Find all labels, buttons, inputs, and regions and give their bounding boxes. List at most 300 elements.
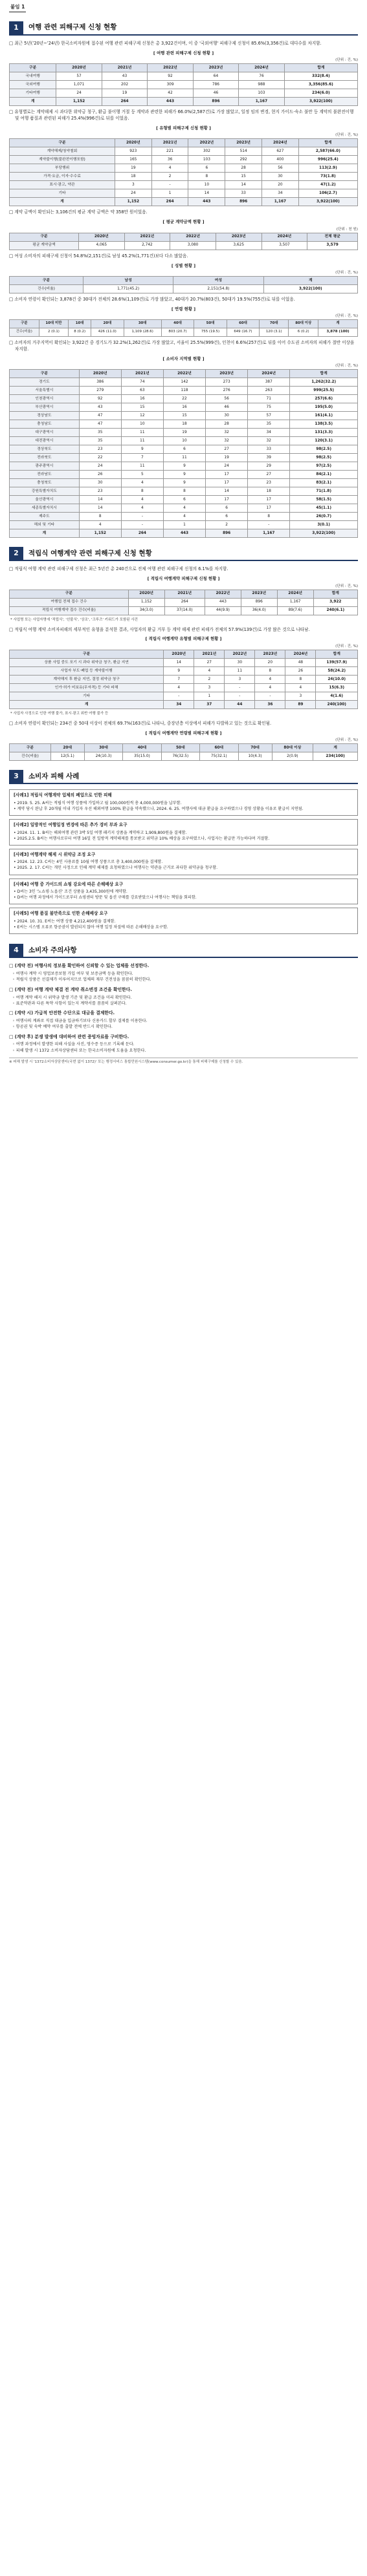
table-cell: 120(3.1)	[290, 437, 358, 445]
tip-list	[9, 963, 358, 1054]
row-label: 경상북도	[10, 445, 80, 454]
table-cell: 19	[206, 454, 248, 462]
table-cell: 33	[225, 189, 262, 198]
table-cell: 15	[225, 173, 262, 181]
s2-table3-title: [ 적립식 여행계약 연령별 피해구제 현황 ]	[145, 730, 222, 736]
column-header: 2022년	[170, 233, 216, 241]
column-header: 2024년	[261, 233, 307, 241]
table-cell: -	[225, 683, 255, 692]
table-cell: 195(5.0)	[290, 403, 358, 412]
column-header: 2023년	[193, 64, 238, 72]
section2-title: 적립식 여행계약 관련 피해구제 신청 현황	[28, 549, 152, 557]
table-cell: 1,262(32.2)	[290, 378, 358, 387]
table-cell: 386	[79, 378, 121, 387]
column-header: 2023년	[225, 139, 262, 147]
table-cell: 755 (19.5)	[194, 328, 227, 337]
section2-header	[9, 547, 358, 561]
section2-para1: □ 적립식 여행 계약 관련 피해구제 신청은 최근 5년간 총 240건으로 전체 여행 관련 피해구제 신청의 6.1%를 차지함.	[9, 566, 228, 572]
installment-claims-table	[9, 590, 358, 615]
row-label: 부산광역시	[10, 403, 80, 412]
table-cell: 8 (0.2)	[69, 328, 91, 337]
table-cell: 46	[206, 403, 248, 412]
tip-title: □ (계약 시) 가급적 안전한 수단으로 대금을 결제한다.	[9, 1010, 115, 1016]
case-title: [사례2] 일방적인 여행일정 변경에 따른 추가 경비 부과 요구	[14, 822, 128, 827]
table-cell: 45(1.1)	[290, 504, 358, 513]
row-label: 표시·광고, 약관	[10, 181, 115, 189]
table-row	[10, 487, 358, 496]
table-cell: 10	[121, 420, 163, 429]
row-label: 건수(비율)	[10, 328, 39, 337]
table-cell: -	[164, 692, 194, 700]
column-header: 70대	[238, 744, 272, 752]
row-label: 계약해제/청약철회	[10, 147, 115, 156]
table-cell: 3,507	[261, 241, 307, 250]
table-cell: 1,152	[115, 198, 151, 206]
row-label: 대전광역시	[10, 437, 80, 445]
table-cell: 996(25.4)	[298, 156, 357, 164]
attachment-label: 붙임 1	[9, 4, 26, 12]
table-cell: 8	[79, 513, 121, 521]
table-total-row	[10, 529, 358, 538]
column-header: 구분	[10, 590, 129, 598]
row-label: 기타여행	[10, 89, 56, 98]
table-row	[10, 675, 358, 683]
table-cell: 34(3.0)	[128, 606, 164, 615]
table-cell: 30	[206, 412, 248, 420]
table-cell: 24	[115, 189, 151, 198]
table-cell: 56	[262, 164, 299, 173]
row-label: 대구광역시	[10, 429, 80, 437]
table-cell: 35	[79, 437, 121, 445]
row-label: 서울특별시	[10, 387, 80, 395]
table-cell: 387	[248, 378, 290, 387]
table-row	[10, 521, 358, 529]
column-header: 구분	[10, 370, 80, 378]
table1-unit: (단위 : 건, %)	[335, 58, 358, 63]
table-cell: 264	[164, 598, 205, 606]
table-cell: 1,152	[128, 598, 164, 606]
table-cell: 309	[148, 81, 193, 89]
table-row	[10, 387, 358, 395]
table-cell: 234(100)	[313, 752, 358, 761]
table-cell: 4	[163, 513, 205, 521]
table-cell: 786	[193, 81, 238, 89]
table-cell: 276	[206, 387, 248, 395]
table-row	[10, 454, 358, 462]
tip-line: ◦ 여행 계약 해지 시 위약금 발생 기준 및 환급 조건을 미리 확인한다.	[12, 995, 132, 1000]
case-line: • 2024. 12. 23. C씨는 4인 사용료를 10월 여행 상품으로 총 3,400,000원을 결제함.	[14, 860, 163, 865]
case-line: • 계약 당시 완납 후 20개월 이내 가입자 우선 해외여행 100% 환급을 약속했으나, 2024. 6. 25. 여행사에 대금 환급을 요구하였으나 경영 상황을 이유로 환급이 지연됨.	[14, 806, 304, 811]
table-cell: 3,080	[170, 241, 216, 250]
table-cell: 12	[121, 412, 163, 420]
table-cell: 3,922	[313, 598, 357, 606]
table-cell: 999(25.5)	[290, 387, 358, 395]
row-label: 인천광역시	[10, 395, 80, 403]
row-label: 상품 사업 중도 포기 시 과다 위약금 청구, 환급 지연	[10, 658, 164, 666]
table-cell: 11	[121, 437, 163, 445]
region-table	[9, 369, 358, 538]
table-row	[10, 284, 358, 293]
row-label: 계	[10, 198, 115, 206]
row-label: 계약불이행(불완전이행포함)	[10, 156, 115, 164]
table-cell: 4	[255, 683, 285, 692]
table-cell: 4	[121, 496, 163, 504]
column-header: 합계	[316, 650, 358, 658]
table-cell: 4,065	[78, 241, 124, 250]
table-cell: 75	[248, 403, 290, 412]
table-cell: 17	[248, 504, 290, 513]
section4-title: 소비자 주의사항	[28, 946, 77, 954]
table-cell: 83(2.1)	[290, 479, 358, 487]
column-header: 구분	[10, 233, 79, 241]
tip-block	[9, 1010, 358, 1030]
section3-header	[9, 770, 358, 784]
case-line: • 2019. 5. 25. A씨는 적립식 여행 상품에 가입하고 월 100,000원씩 총 4,000,000원을 납부함.	[14, 800, 182, 805]
table-cell: 89(7.6)	[277, 606, 313, 615]
table-cell: 48	[285, 658, 316, 666]
table-cell: 28	[206, 420, 248, 429]
row-label: 계약해지 후 환급 지연, 결정 위약금 청구	[10, 675, 164, 683]
row-label: 인가·허가 미보유(무자격) 등 기타 피해	[10, 683, 164, 692]
table-cell: 202	[102, 81, 147, 89]
table-cell: 923	[115, 147, 151, 156]
table-cell: 2,587(66.0)	[298, 147, 357, 156]
table-cell: 26	[285, 666, 316, 675]
table-cell: 92	[79, 395, 121, 403]
table-row	[10, 420, 358, 429]
row-label: 경기도	[10, 378, 80, 387]
table-cell: 426 (11.0)	[91, 328, 124, 337]
table-cell: -	[151, 181, 188, 189]
table-cell: 4	[194, 666, 225, 675]
case-line: • 2025.2.5. B씨는 여행사로부터 여행 16일 전 일방적 계약해제를 통보받고 위약금 10% 배상을 요구하였으나, 사업자는 환급만 가능하다며 거절함.	[14, 836, 270, 841]
row-label: 국외여행	[10, 81, 56, 89]
table-cell: 103	[188, 156, 225, 164]
table4-title: [ 성별 현황 ]	[171, 262, 196, 268]
table-cell: 76(32.5)	[161, 752, 199, 761]
table-cell: 302	[188, 147, 225, 156]
table-row	[10, 479, 358, 487]
table-cell: -	[121, 521, 163, 529]
table-cell: 98(2.5)	[290, 445, 358, 454]
column-header: 2022년	[163, 370, 205, 378]
table-cell: 26(0.7)	[290, 513, 358, 521]
table-row	[10, 462, 358, 471]
table-cell: 2(0.9)	[272, 752, 313, 761]
table-cell: 3,922(100)	[263, 284, 357, 293]
column-header: 2021년	[124, 233, 170, 241]
table-cell: 221	[151, 147, 188, 156]
table-cell: 58(1.5)	[290, 496, 358, 504]
table-cell: 6	[188, 164, 225, 173]
column-header: 2024년	[277, 590, 313, 598]
table-cell: 56	[206, 395, 248, 403]
table2-title: [ 유형별 피해구제 신청 현황 ]	[156, 125, 211, 131]
tip-line: ◦ 여행사의 계좌로 직접 대금을 입금하기보다 신용카드 할부 결제를 이용한다.	[12, 1018, 148, 1023]
case-box	[9, 908, 358, 934]
table-cell: 30	[79, 479, 121, 487]
table-cell: 17	[206, 479, 248, 487]
table-cell: 18	[115, 173, 151, 181]
table-cell: 9	[163, 471, 205, 479]
section1-para4: □ 여성 소비자의 피해구제 신청이 54.8%(2,151건)로 남성 45.2%(1,771건)보다 다소 많았음.	[9, 253, 188, 259]
column-header: 2022년	[188, 139, 225, 147]
table-cell: 1,152	[56, 98, 102, 106]
table-row	[10, 683, 358, 692]
table-row	[10, 666, 358, 675]
table-cell: 47	[79, 412, 121, 420]
gender-table	[9, 276, 358, 293]
table-cell: 14	[206, 487, 248, 496]
column-header: 20대	[50, 744, 84, 752]
table-header-row	[10, 590, 358, 598]
table-cell: 12(5.1)	[50, 752, 84, 761]
table-cell: 2 (0.1)	[39, 328, 69, 337]
table-cell: 3(0.1)	[290, 521, 358, 529]
table-cell: 4	[285, 683, 316, 692]
column-header: 80대 이상	[289, 320, 318, 328]
table-header-row	[10, 276, 358, 284]
table-header-row	[10, 370, 358, 378]
row-label: 해외 및 기타	[10, 521, 80, 529]
column-header: 합계	[284, 64, 357, 72]
row-label: 가격·요금, 이자·수수료	[10, 173, 115, 181]
section2-para2: □ 적립식 여행 계약 소비자피해의 세부적인 유형을 분석한 결과, 사업자의 환급 거부 등 계약 해제 관련 피해가 전체의 57.9%(139건)로 가장 많은 것으로 나타남.	[9, 626, 310, 632]
row-label: 광주광역시	[10, 462, 80, 471]
table-cell: 24(10.0)	[316, 675, 358, 683]
column-header: 50대	[161, 744, 199, 752]
column-header: 10대	[69, 320, 91, 328]
column-header: 2022년	[148, 64, 193, 72]
column-header: 2024년	[239, 64, 284, 72]
row-label: 충청북도	[10, 479, 80, 487]
table-cell: 120 (3.1)	[260, 328, 289, 337]
table-cell: 19	[163, 429, 205, 437]
table-cell: 3,356(85.6)	[284, 81, 357, 89]
section1-number: 1	[9, 21, 23, 34]
table-cell: 8	[255, 666, 285, 675]
table-row	[10, 658, 358, 666]
table5-unit: (단위 : 건, %)	[335, 314, 358, 319]
table-cell: 240(6.1)	[313, 606, 357, 615]
table-cell: 1,167	[239, 98, 284, 106]
column-header: 구분	[10, 744, 51, 752]
table-cell: 47(1.2)	[298, 181, 357, 189]
table-cell: 20	[255, 658, 285, 666]
table-row	[10, 173, 358, 181]
table-cell: 57	[248, 412, 290, 420]
table-row	[10, 429, 358, 437]
table-cell: 37(14.0)	[164, 606, 205, 615]
table-cell: 6 (0.2)	[289, 328, 318, 337]
tip-line: ◦ 여행사 계약 시 영업보증보험 가입 여부 및 보증금액 등을 확인한다.	[12, 972, 133, 977]
row-label: 건수(비율)	[10, 752, 51, 761]
table-cell: 2	[151, 173, 188, 181]
table-cell: 23	[248, 479, 290, 487]
table-row	[10, 412, 358, 420]
table-cell: 44	[225, 700, 255, 708]
table-cell: 10	[188, 181, 225, 189]
section1-para2: □ 유형별로는 계약해제 시 과다한 위약금 청구, 환급 불이행 거절 등 계약과 관련한 피해가 66.0%(2,587건)로 가장 많았고, 일정 임의 변경, 현지 가이드·숙소 불만 등 계약의 불완전이행 및 여행 품질과 관련된 피해가 25.4%(996건)로 뒤를 이었음.	[9, 109, 354, 122]
table-cell: 1	[163, 521, 205, 529]
table-cell: 9	[121, 445, 163, 454]
table-cell: 1,071	[56, 81, 102, 89]
table-cell: 36(4.0)	[241, 606, 277, 615]
row-label: 계	[10, 700, 164, 708]
table-cell: 8	[188, 173, 225, 181]
tip-block	[9, 1034, 358, 1054]
table-cell: 42	[148, 89, 193, 98]
case-line: • D씨는 여행 과정에서 가이드로부터 쇼핑센터 방문 및 옵션 구매를 강요받았으나 여행사는 책임을 회피함.	[14, 895, 197, 900]
table-row	[10, 241, 358, 250]
table-header-row	[10, 233, 358, 241]
age-table	[9, 319, 358, 337]
row-label: 사업자 부도·폐업 등 계약불이행	[10, 666, 164, 675]
table-cell: 36	[151, 156, 188, 164]
column-header: 2021년	[194, 650, 225, 658]
s2-table1-title: [ 적립식 여행계약 피해구제 신청 현황 ]	[147, 576, 220, 582]
column-header: 60대	[200, 744, 238, 752]
table-row	[10, 328, 358, 337]
table-row	[10, 496, 358, 504]
table-row	[10, 692, 358, 700]
table-cell: 11	[121, 429, 163, 437]
table-cell: 27	[194, 658, 225, 666]
tip-line: ◦ 피해 발생 시 1372 소비자상담센터 또는 한국소비자원에 도움을 요청한다.	[12, 1048, 146, 1053]
table-cell: 1,167	[277, 598, 313, 606]
column-header: 계	[318, 320, 358, 328]
table-cell: 3,625	[216, 241, 261, 250]
column-header: 남성	[83, 276, 173, 284]
table-cell: 896	[193, 98, 238, 106]
table-cell: 896	[225, 198, 262, 206]
column-header: 80대 이상	[272, 744, 313, 752]
tip-title: □ (계약 후) 분쟁 발생에 대비하여 관련 증빙자료를 구비한다.	[9, 1034, 129, 1039]
table-cell: 896	[206, 529, 248, 538]
table-cell: 2	[206, 521, 248, 529]
table3-unit: (단위 : 천 원)	[336, 227, 358, 231]
table3-title: [ 평균 계약금액 현황 ]	[162, 219, 205, 225]
row-label: 건수(비율)	[10, 284, 83, 293]
case-box	[9, 819, 358, 846]
section3-title: 소비자 피해 사례	[28, 772, 80, 780]
table-cell: 23	[79, 487, 121, 496]
column-header: 2020년	[164, 650, 194, 658]
table-cell: 5	[121, 471, 163, 479]
table-cell: 106(2.7)	[298, 189, 357, 198]
table-cell: 3,922(100)	[298, 198, 357, 206]
table-row	[10, 81, 358, 89]
table-cell: -	[248, 521, 290, 529]
table-cell: 14	[164, 658, 194, 666]
section1-para3: □ 계약 금액이 확인되는 3,106건의 평균 계약 금액은 약 358만 원이었음.	[9, 209, 148, 215]
column-header: 전체 평균	[307, 233, 358, 241]
section2-para3: □ 소비자 연령이 확인되는 234건 중 50대 이상이 전체의 69.7%(163건)로 나타나, 중장년층 이상에서 피해가 다발하고 있는 것으로 확인됨.	[9, 720, 272, 726]
table-cell: 63	[121, 387, 163, 395]
table-row	[10, 513, 358, 521]
row-label: 기타	[10, 189, 115, 198]
table2-unit: (단위 : 건, %)	[335, 133, 358, 138]
table-cell: 138(3.5)	[290, 420, 358, 429]
s2-table3-unit: (단위 : 건, %)	[335, 738, 358, 743]
table-cell: 8	[285, 675, 316, 683]
table-cell: -	[225, 692, 255, 700]
tip-line: ◦ 표준약관과 다른 특약 사항이 있는지 계약서를 꼼꼼히 살펴본다.	[12, 1001, 127, 1006]
table-cell: 16	[163, 403, 205, 412]
table-cell: 332(8.4)	[284, 72, 357, 81]
table-cell: 18	[248, 487, 290, 496]
column-header: 계	[313, 744, 358, 752]
table-cell: 4	[151, 164, 188, 173]
table-cell: 2	[194, 675, 225, 683]
s2-table1-note: * 사업명 또는 사업자명에 '적립식', '선불식', '상조', '크루즈' 키워드가 포함된 사건	[10, 617, 138, 622]
table-cell: 514	[225, 147, 262, 156]
table-row	[10, 378, 358, 387]
table5-title: [ 연령 현황 ]	[171, 306, 196, 312]
table-cell: 58(24.2)	[316, 666, 358, 675]
row-label: 기타	[10, 692, 164, 700]
s2-table2-title: [ 적립식 여행계약 유형별 피해구제 현황 ]	[145, 636, 222, 642]
section3-number: 3	[9, 770, 23, 783]
column-header: 합계	[313, 590, 357, 598]
row-label: 국내여행	[10, 72, 56, 81]
table-cell: 14	[188, 189, 225, 198]
table-cell: 264	[151, 198, 188, 206]
installment-age-table	[9, 743, 358, 761]
case-line: • 2024. 11. 1. B씨는 해외여행 관련 3박 5일 여행 패키지 상품을 계약하고 1,909,800원을 결제함.	[14, 830, 187, 835]
column-header: 2022년	[205, 590, 241, 598]
table-cell: 35	[248, 420, 290, 429]
table-cell: 27	[248, 471, 290, 479]
table-cell: 2,151(54.8)	[173, 284, 263, 293]
table-cell: 627	[262, 147, 299, 156]
table-cell: 6	[163, 445, 205, 454]
tip-title: □ (계약 전) 여행 계약 체결 전 계약 취소변경 조건을 확인한다.	[9, 986, 132, 992]
table-cell: 30	[225, 658, 255, 666]
table-cell: 3,922(100)	[284, 98, 357, 106]
table-cell: 7	[164, 675, 194, 683]
case-title: [사례3] 여행계약 해제 시 위약금 조정 요구	[14, 851, 96, 857]
table-cell: 97(2.5)	[290, 462, 358, 471]
table-cell: 15	[163, 412, 205, 420]
column-header: 구분	[10, 64, 56, 72]
table-cell: 292	[225, 156, 262, 164]
table-cell: 4	[255, 675, 285, 683]
table-cell: 118	[163, 387, 205, 395]
column-header: 합계	[298, 139, 357, 147]
row-label: 전라북도	[10, 454, 80, 462]
case-title: [사례5] 여행 품질 불만족으로 인한 손해배상 요구	[14, 911, 108, 917]
table-cell: 264	[102, 98, 147, 106]
table-cell: -	[255, 692, 285, 700]
table-cell: 3	[285, 692, 316, 700]
table-cell: 9	[164, 666, 194, 675]
column-header: 2021년	[151, 139, 188, 147]
table-cell: 4	[79, 521, 121, 529]
table-cell: 10(4.3)	[238, 752, 272, 761]
table-cell: 32	[206, 429, 248, 437]
table-cell: 36	[255, 700, 285, 708]
column-header: 20대	[91, 320, 124, 328]
table-cell: 113(2.9)	[298, 164, 357, 173]
table-cell: 279	[79, 387, 121, 395]
column-header: 70대	[260, 320, 289, 328]
table-cell: 1,152	[79, 529, 121, 538]
table-cell: 14	[79, 504, 121, 513]
table-cell: 1	[194, 692, 225, 700]
case-box	[9, 849, 358, 875]
table-cell: 9	[163, 462, 205, 471]
